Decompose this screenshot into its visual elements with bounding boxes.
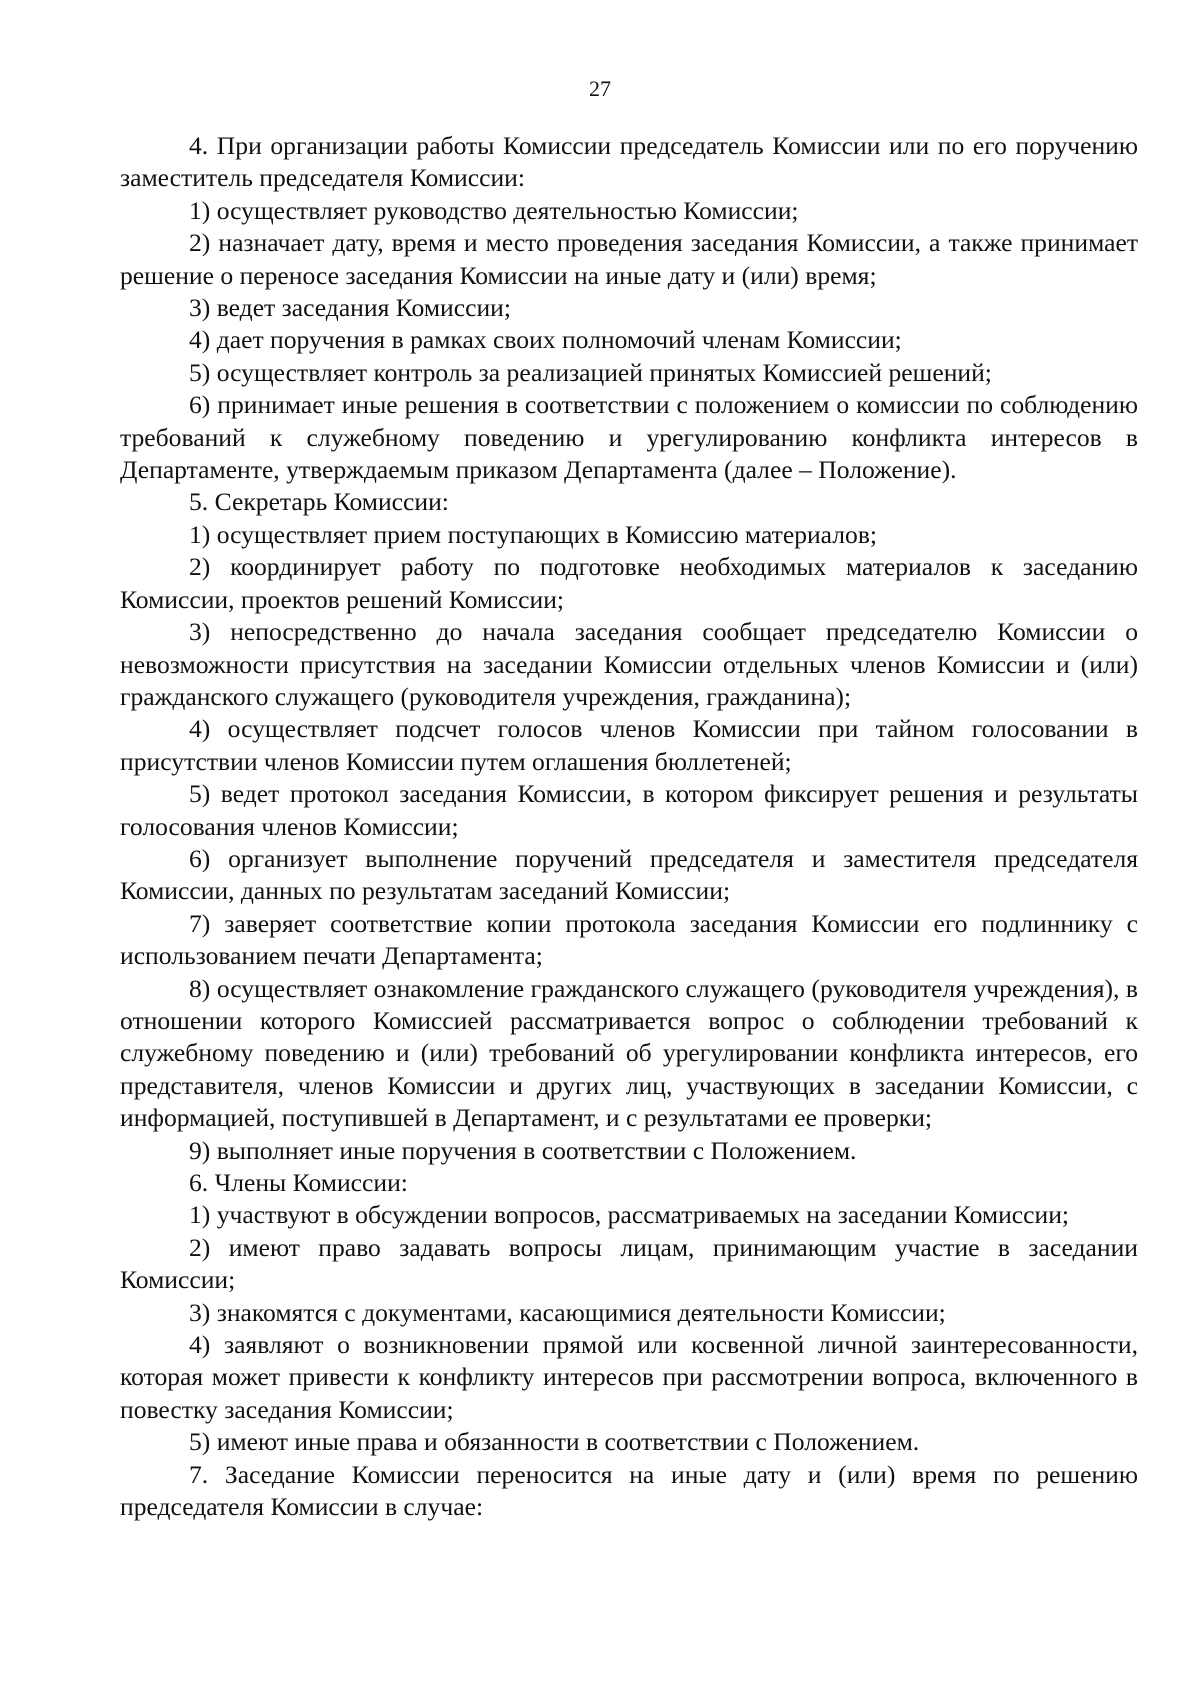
paragraph: 1) осуществляет прием поступающих в Комиссию материалов; <box>189 519 878 549</box>
paragraph: 5) осуществляет контроль за реализацией принятых Комиссией решений; <box>189 357 992 387</box>
document-body <box>120 130 1138 1523</box>
paragraph: 7. Заседание Комиссии переносится на иные дату и (или) время по решению председателя Комиссии в случае: <box>120 1459 1138 1522</box>
paragraph: 5. Секретарь Комиссии: <box>189 487 449 517</box>
paragraph: 4) дает поручения в рамках своих полномочий членам Комиссии; <box>189 325 902 355</box>
paragraph: 6) принимает иные решения в соответствии с положением о комиссии по соблюдению требований к служебному поведению и урегулированию конфликта интересов в Департаменте, утверждаемым приказом Департамента (далее – Положение). <box>120 390 1138 485</box>
paragraph: 9) выполняет иные поручения в соответствии с Положением. <box>189 1135 857 1165</box>
paragraph: 3) ведет заседания Комиссии; <box>189 293 511 323</box>
paragraph: 5) имеют иные права и обязанности в соответствии с Положением. <box>189 1427 920 1457</box>
paragraph: 8) осуществляет ознакомление гражданского служащего (руководителя учреждения), в отношении которого Комиссией рассматривается вопрос о соблюдении требований к служебному поведению и (или) требований об урегулировании конфликта интересов, его представителя, членов Комиссии и других лиц, участвующих в заседании Комиссии, с информацией, поступившей в Департамент, и с результатами ее проверки; <box>120 973 1138 1133</box>
paragraph: 4) заявляют о возникновении прямой или косвенной личной заинтересованности, которая может привести к конфликту интересов при рассмотрении вопроса, включенного в повестку заседания Комиссии; <box>120 1330 1138 1424</box>
paragraph: 7) заверяет соответствие копии протокола заседания Комиссии его подлиннику с использованием печати Департамента; <box>120 908 1138 971</box>
paragraph: 1) участвуют в обсуждении вопросов, рассматриваемых на заседании Комиссии; <box>189 1200 1070 1230</box>
paragraph: 1) осуществляет руководство деятельностью Комиссии; <box>189 195 799 225</box>
paragraph: 2) имеют право задавать вопросы лицам, принимающим участие в заседании Комиссии; <box>120 1232 1138 1295</box>
paragraph: 6. Члены Комиссии: <box>189 1168 408 1197</box>
paragraph: 4) осуществляет подсчет голосов членов Комиссии при тайном голосовании в присутствии членов Комиссии путем оглашения бюллетеней; <box>120 714 1138 776</box>
page-number: 27 <box>589 76 611 101</box>
paragraph: 5) ведет протокол заседания Комиссии, в котором фиксирует решения и результаты голосования членов Комиссии; <box>120 779 1138 841</box>
paragraph: 2) координирует работу по подготовке необходимых материалов к заседанию Комиссии, проектов решений Комиссии; <box>120 552 1138 614</box>
paragraph: 2) назначает дату, время и место проведения заседания Комиссии, а также принимает решение о переносе заседания Комиссии на иные дату и (или) время; <box>120 228 1138 290</box>
paragraph: 3) непосредственно до начала заседания сообщает председателю Комиссии о невозможности присутствия на заседании Комиссии отдельных членов Комиссии и (или) гражданского служащего (руководителя учреждения, гражданина); <box>120 617 1138 711</box>
paragraph: 4. При организации работы Комиссии председатель Комиссии или по его поручению заместитель председателя Комиссии: <box>120 131 1138 193</box>
paragraph: 6) организует выполнение поручений председателя и заместителя председателя Комиссии, данных по результатам заседаний Комиссии; <box>120 843 1138 906</box>
paragraph: 3) знакомятся с документами, касающимися деятельности Комиссии; <box>189 1297 946 1327</box>
